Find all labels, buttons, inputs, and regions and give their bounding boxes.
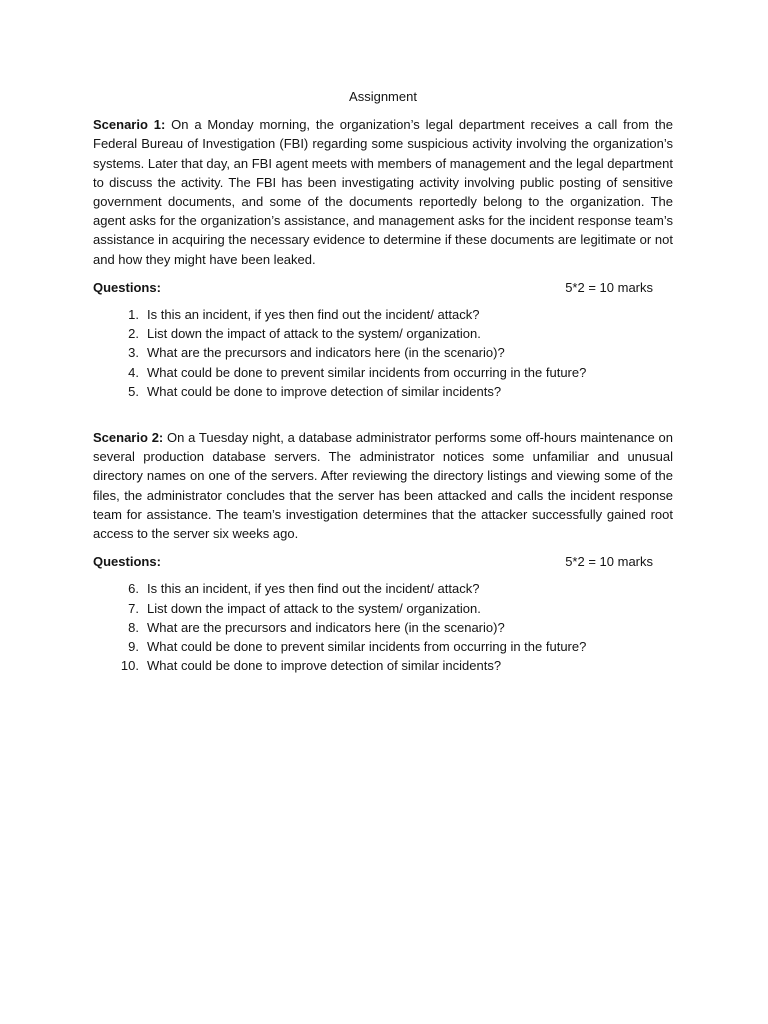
scenario-2-marks: 5*2 = 10 marks	[565, 554, 653, 570]
question-item	[93, 324, 673, 343]
question-number: 6.	[128, 581, 139, 597]
question-text: Is this an incident, if yes then find out the incident/ attack?	[147, 307, 480, 323]
scenario-2-text: On a Tuesday night, a database administrator performs some off-hours maintenance on several production database servers. The administrator notices some unfamiliar and unusual directory names on one of the servers. After reviewing the directory listings and viewing some of the files, the administrator concludes that the server has been attacked and calls the incident response team for assistance. The team’s investigation determines that the attacker successfully gained root access to the server six weeks ago.	[93, 430, 673, 542]
question-item	[93, 305, 673, 324]
question-item	[93, 343, 673, 362]
question-text: What could be done to improve detection of similar incidents?	[147, 658, 502, 674]
scenario-2-question-list	[93, 579, 673, 675]
question-item	[93, 637, 673, 656]
scenario-1-text: On a Monday morning, the organization’s legal department receives a call from the Federal Bureau of Investigation (FBI) regarding some suspicious activity involving the organization’s systems. Later that day, an FBI agent meets with members of management and the legal department to discuss the activity. The FBI has been investigating activity involving public posting of sensitive government documents, and some of the documents reportedly belong to the organization. The agent asks for the organization’s assistance, and management asks for the incident response team’s assistance in acquiring the necessary evidence to determine if these documents are legitimate or not and how they might have been leaked.	[93, 117, 674, 267]
question-number: 7.	[128, 600, 139, 616]
question-item	[93, 382, 673, 401]
question-number: 4.	[128, 364, 139, 380]
scenario-1-question-list	[93, 305, 673, 401]
question-text: What are the precursors and indicators here (in the scenario)?	[147, 345, 505, 361]
section-spacer	[93, 401, 673, 428]
question-text: List down the impact of attack to the system/ organization.	[147, 600, 481, 616]
question-number: 8.	[128, 619, 139, 635]
scenario-2-questions-header	[93, 552, 673, 571]
question-item	[93, 656, 673, 675]
question-number: 9.	[128, 639, 139, 655]
question-item	[93, 363, 673, 382]
scenario-1-paragraph	[93, 115, 673, 269]
question-text: What could be done to prevent similar incidents from occurring in the future?	[147, 364, 587, 380]
scenario-1-marks: 5*2 = 10 marks	[565, 279, 653, 295]
question-item	[93, 599, 673, 618]
scenario-1-questions-header	[93, 278, 673, 297]
scenario-1-questions-label: Questions:	[93, 279, 161, 295]
scenario-2-paragraph	[93, 428, 673, 543]
question-number: 1.	[128, 307, 139, 323]
document-title: Assignment	[349, 89, 417, 104]
question-text: What could be done to prevent similar incidents from occurring in the future?	[147, 639, 587, 655]
question-item	[93, 579, 673, 598]
scenario-1-label: Scenario 1:	[93, 117, 166, 133]
question-number: 2.	[128, 326, 139, 342]
question-number: 10.	[120, 658, 139, 674]
scenario-2-questions-label: Questions:	[93, 554, 161, 570]
document-content	[93, 87, 673, 675]
question-item	[93, 618, 673, 637]
scenario-2-label: Scenario 2:	[93, 430, 164, 446]
question-text: What are the precursors and indicators here (in the scenario)?	[147, 619, 505, 635]
question-number: 3.	[128, 345, 139, 361]
question-number: 5.	[128, 383, 139, 399]
question-text: List down the impact of attack to the system/ organization.	[147, 326, 481, 342]
question-text: What could be done to improve detection of similar incidents?	[147, 383, 502, 399]
question-text: Is this an incident, if yes then find out the incident/ attack?	[147, 581, 480, 597]
